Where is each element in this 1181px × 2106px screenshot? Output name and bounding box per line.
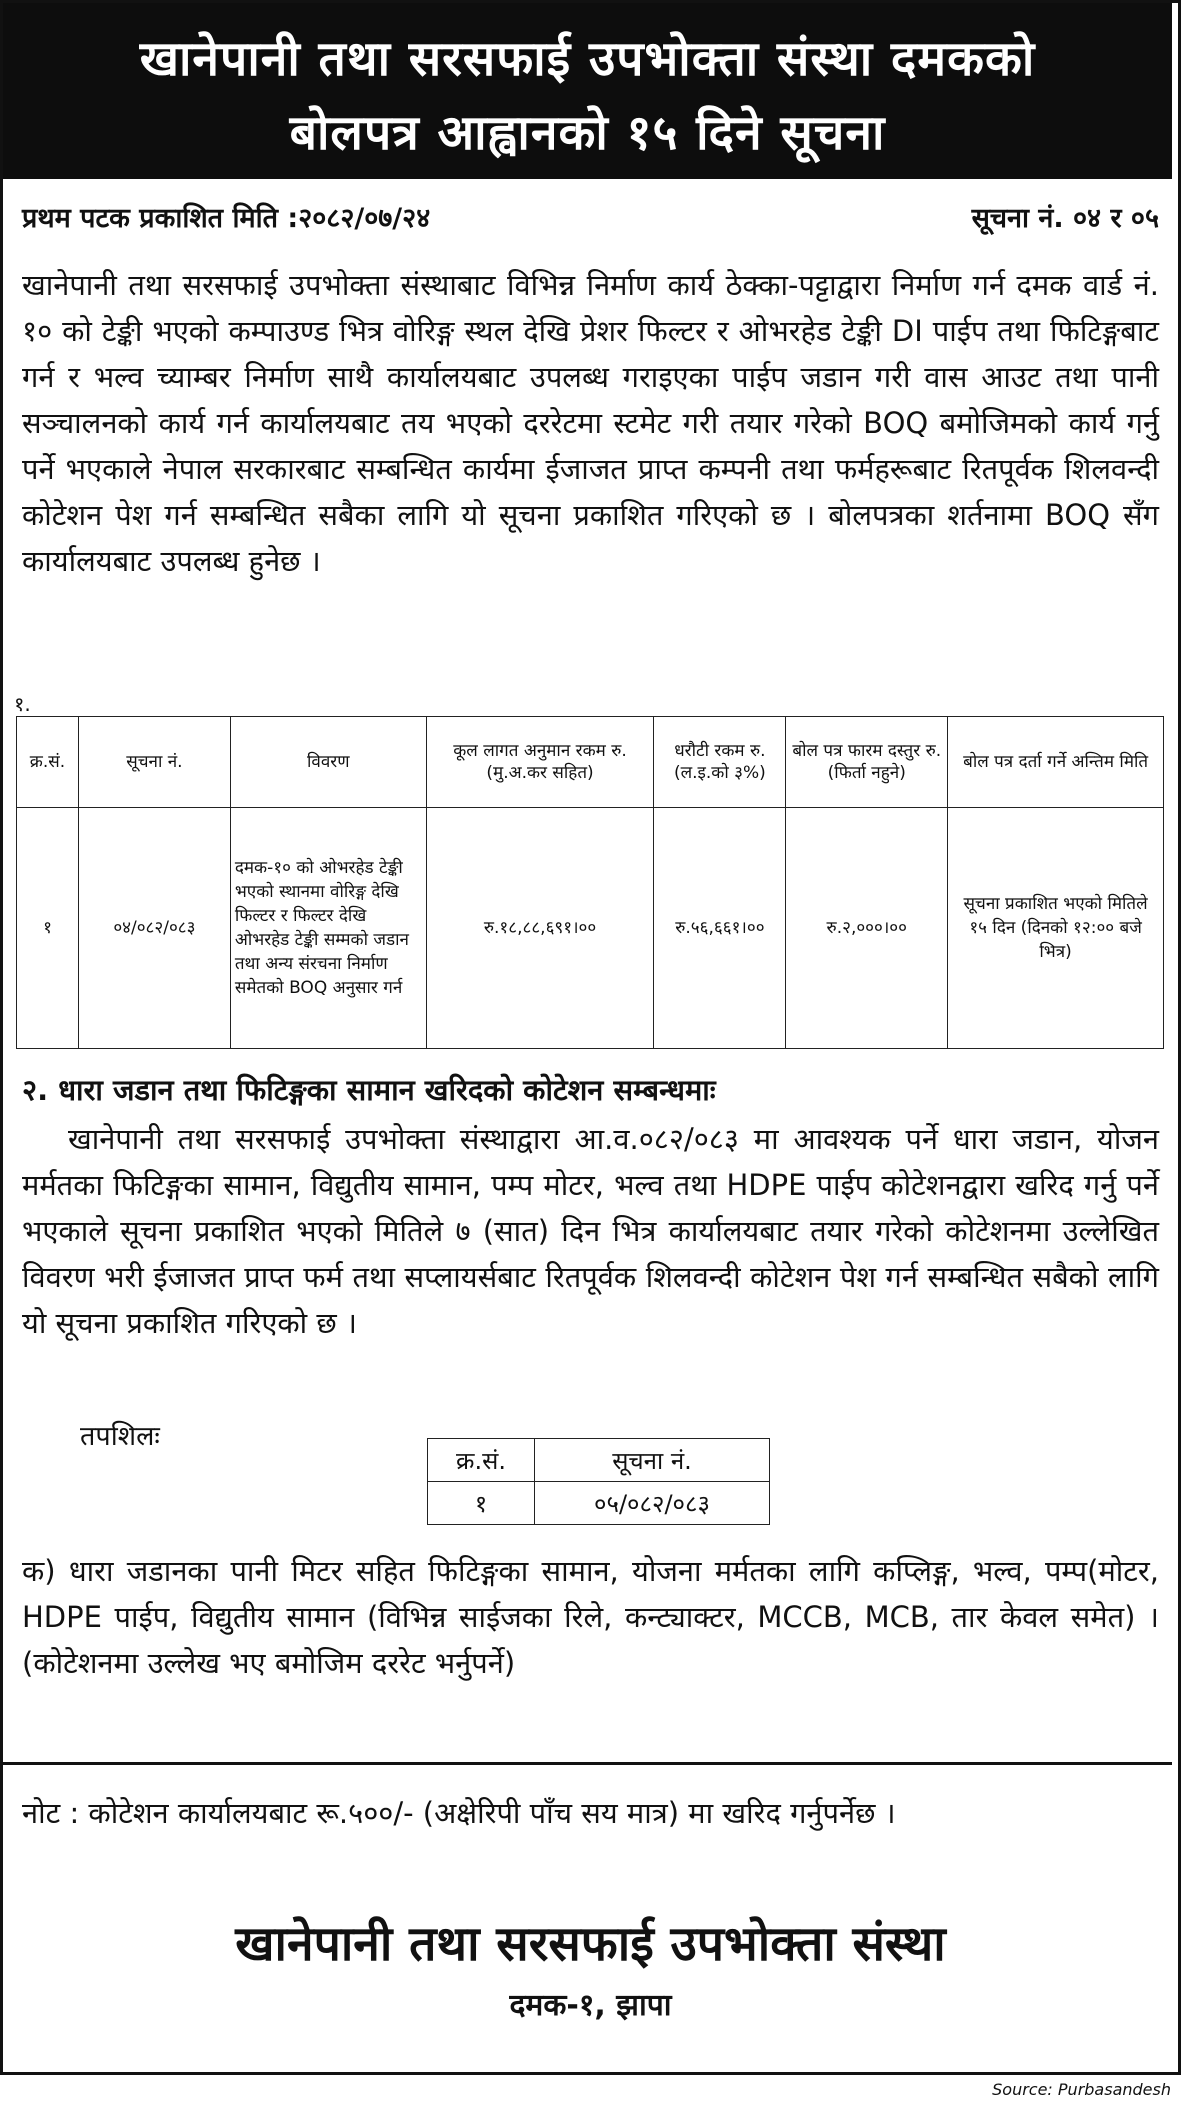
cell-notice: ०४/०८२/०८३ (78, 808, 230, 1049)
notice-header (3, 3, 1172, 179)
col-header-fee: बोल पत्र फारम दस्तुर रु. (फिर्ता नहुने) (786, 717, 948, 808)
cell-cost: रु.१८,८८,६९१।०० (426, 808, 654, 1049)
quotation-col-notice: सूचना नं. (535, 1439, 770, 1482)
section2-body: खानेपानी तथा सरसफाई उपभोक्ता संस्थाद्वारा आ.व.०८२/०८३ मा आवश्यक पर्ने धारा जडान, योजन मर्मतका फिटिङ्गका सामान, विद्युतीय सामान, पम्प मोटर, भल्व तथा HDPE पाईप कोटेशनद्वारा खरिद गर्नु पर्ने भएकाले सूचना प्रकाशित भएको मितिले ७ (सात) दिन भित्र कार्यालयबाट तयार गरेको कोटेशनमा उल्लेखित विवरण भरी ईजाजत प्राप्त फर्म तथा सप्लायर्सबाट रितपूर्वक शिलवन्दी कोटेशन पेश गर्न सम्बन्धित सबैको लागि यो सूचना प्रकाशित गरिएको छ । (22, 1122, 1159, 1340)
col-header-desc: विवरण (230, 717, 426, 808)
cell-deposit: रु.५६,६६१।०० (654, 808, 786, 1049)
cell-fee: रु.२,०००।०० (786, 808, 948, 1049)
header-title-line1: खानेपानी तथा सरसफाई उपभोक्ता संस्था दमकको (139, 31, 1036, 87)
col-header-notice: सूचना नं. (78, 717, 230, 808)
cell-deadline: सूचना प्रकाशित भएको मितिले १५ दिन (दिनको १२:०० बजे भित्र) (948, 808, 1164, 1049)
table-header-row (17, 717, 1164, 808)
table-row (17, 808, 1164, 1049)
published-date: प्रथम पटक प्रकाशित मिति :२०८२/०७/२४ (22, 203, 431, 234)
tender-table (16, 716, 1164, 1049)
tapashil-label: तपशिलः (80, 1421, 160, 1452)
source-credit: Source: Purbasandesh (992, 2080, 1171, 2099)
divider (3, 1762, 1172, 1765)
section1-number: १. (14, 692, 31, 716)
footer-org-name: खानेपानी तथा सरसफाई उपभोक्ता संस्था (235, 1916, 946, 1972)
col-header-deposit: धरौटी रकम रु. (ल.इ.को ३%) (654, 717, 786, 808)
section2-heading: २. धारा जडान तथा फिटिङ्गका सामान खरिदको कोटेशन सम्बन्धमाः (22, 1073, 716, 1107)
col-header-cost: कूल लागत अनुमान रकम रु. (मु.अ.कर सहित) (426, 717, 654, 808)
note-paragraph: नोट : कोटेशन कार्यालयबाट रू.५००/- (अक्षेरिपी पाँच सय मात्र) मा खरिद गर्नुपर्नेछ । (22, 1796, 896, 1830)
quotation-header-row (428, 1439, 770, 1482)
col-header-sn: क्र.सं. (17, 717, 79, 808)
quotation-table (427, 1438, 770, 1525)
quotation-cell-sn: १ (428, 1482, 535, 1525)
col-header-deadline: बोल पत्र दर्ता गर्ने अन्तिम मिति (948, 717, 1164, 808)
quotation-col-sn: क्र.सं. (428, 1439, 535, 1482)
header-title-line2: बोलपत्र आह्वानको १५ दिने सूचना (289, 105, 886, 161)
meta-row (22, 198, 1159, 235)
intro-paragraph: खानेपानी तथा सरसफाई उपभोक्ता संस्थाबाट विभिन्न निर्माण कार्य ठेक्का-पट्टाद्वारा निर्माण गर्न दमक वार्ड नं. १० को टेङ्की भएको कम्पाउण्ड भित्र वोरिङ्ग स्थल देखि प्रेशर फिल्टर र ओभरहेड टेङ्की DI पाईप तथा फिटिङ्गबाट गर्न र भल्व च्याम्बर निर्माण साथै कार्यालयबाट उपलब्ध गराइएका पाईप जडान गरी वास आउट तथा पानी सञ्चालनको कार्य गर्न कार्यालयबाट तय भएको दररेटमा स्टमेट गरी तयार गरेको BOQ बमोजिमको कार्य गर्नु पर्ने भएकाले नेपाल सरकारबाट सम्बन्धित कार्यमा ईजाजत प्राप्त कम्पनी तथा फर्महरूबाट रितपूर्वक शिलवन्दी कोटेशन पेश गर्न सम्बन्धित सबैका लागि यो सूचना प्रकाशित गरिएको छ । बोलपत्रका शर्तनामा BOQ सँग कार्यालयबाट उपलब्ध हुनेछ । (22, 268, 1159, 578)
notice-number: सूचना नं. ०४ र ०५ (971, 203, 1159, 234)
footer-address: दमक-१, झापा (509, 1988, 672, 2023)
cell-desc: दमक-१० को ओभरहेड टेङ्की भएको स्थानमा वोरिङ्ग देखि फिल्टर र फिल्टर देखि ओभरहेड टेङ्की सम्मको जडान तथा अन्य संरचना निर्माण समेतको BOQ अनुसार गर्न (230, 808, 426, 1049)
items-paragraph: क) धारा जडानका पानी मिटर सहित फिटिङ्गका सामान, योजना मर्मतका लागि कप्लिङ्ग, भल्व, पम्प(मोटर, HDPE पाईप, विद्युतीय सामान (विभिन्न साईजका रिले, कन्ट्याक्टर, MCCB, MCB, तार केवल समेत) । (कोटेशनमा उल्लेख भए बमोजिम दररेट भर्नुपर्ने) (22, 1554, 1159, 1680)
quotation-cell-notice: ०५/०८२/०८३ (535, 1482, 770, 1525)
table-row (428, 1482, 770, 1525)
cell-sn: १ (17, 808, 79, 1049)
